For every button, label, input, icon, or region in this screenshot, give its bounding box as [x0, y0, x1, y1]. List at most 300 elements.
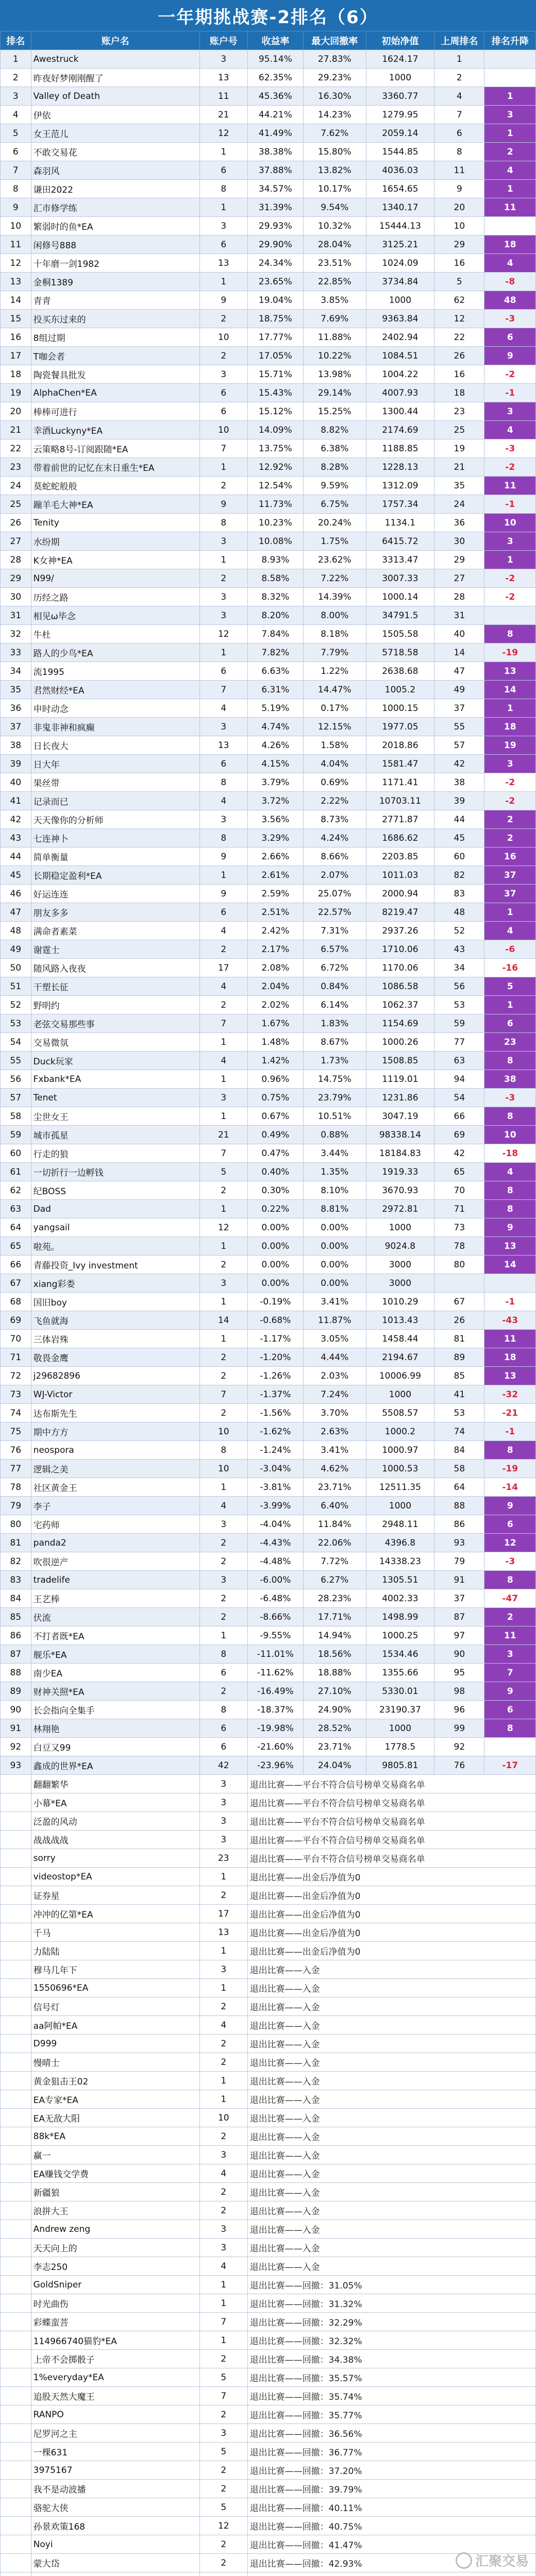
table-row	[1, 922, 536, 940]
last-rank-cell: 59	[434, 1014, 484, 1033]
table-row	[1, 1348, 536, 1367]
account-name-cell: 纪BOSS	[31, 1181, 199, 1200]
return-cell: 4.26%	[247, 736, 303, 755]
rank-change-cell: 9	[484, 347, 536, 365]
rank-change-cell: 18	[484, 1348, 536, 1367]
last-rank-cell: 93	[434, 1534, 484, 1552]
account-id-cell: 10	[199, 421, 247, 439]
rank-cell: 57	[1, 1089, 31, 1107]
drawdown-cell: 0.88%	[304, 1126, 366, 1144]
initial-equity-cell: 2972.81	[366, 1200, 434, 1218]
account-name-cell: 达布斯先生	[31, 1404, 199, 1422]
account-name-cell: Tenet	[31, 1089, 199, 1107]
drawdown-cell: 11.87%	[304, 1311, 366, 1330]
account-id-cell: 2	[199, 347, 247, 365]
rank-cell: 30	[1, 588, 31, 606]
account-id-cell: 8	[199, 829, 247, 848]
exit-account-id-cell: 3	[199, 1831, 247, 1849]
drawdown-cell: 3.41%	[304, 1293, 366, 1311]
rank-cell: 93	[1, 1756, 31, 1775]
drawdown-cell: 0.00%	[304, 1274, 366, 1293]
rank-cell: 91	[1, 1719, 31, 1738]
account-id-cell: 2	[199, 940, 247, 959]
drawdown-cell: 28.52%	[304, 1719, 366, 1738]
table-row	[1, 866, 536, 885]
initial-equity-cell: 2948.11	[366, 1515, 434, 1534]
table-row	[1, 495, 536, 514]
drawdown-cell: 28.04%	[304, 235, 366, 254]
rank-cell: 80	[1, 1515, 31, 1534]
drawdown-cell: 2.07%	[304, 866, 366, 885]
last-rank-cell: 79	[434, 1552, 484, 1571]
last-rank-cell: 26	[434, 347, 484, 365]
exit-account-id-cell: 3	[199, 2220, 247, 2239]
account-name-cell: 日大年	[31, 755, 199, 773]
rank-change-cell: -6	[484, 940, 536, 959]
last-rank-cell: 95	[434, 1664, 484, 1682]
exit-row	[1, 1960, 536, 1979]
account-id-cell: 1	[199, 1200, 247, 1218]
return-cell: 6.63%	[247, 662, 303, 681]
account-name-cell: 财神关照*EA	[31, 1682, 199, 1701]
table-row	[1, 848, 536, 866]
rank-change-cell: 8	[484, 1200, 536, 1218]
rank-cell: 10	[1, 217, 31, 235]
return-cell: 1.48%	[247, 1033, 303, 1052]
drawdown-cell: 10.32%	[304, 217, 366, 235]
initial-equity-cell: 1458.44	[366, 1330, 434, 1348]
account-id-cell: 2	[199, 1348, 247, 1367]
last-rank-cell: 35	[434, 477, 484, 495]
exit-rank-cell	[1, 2554, 31, 2572]
initial-equity-cell: 1231.86	[366, 1089, 434, 1107]
exit-account-id-cell: 2	[199, 2127, 247, 2146]
rank-change-cell: 1	[484, 903, 536, 922]
table-row	[1, 365, 536, 384]
account-name-cell: 老弦交易那些事	[31, 1014, 199, 1033]
exit-row	[1, 2350, 536, 2368]
account-name-cell: 舰乐*EA	[31, 1645, 199, 1664]
return-cell: -1.17%	[247, 1330, 303, 1348]
account-name-cell: 长会指向全集手	[31, 1701, 199, 1719]
rank-cell: 21	[1, 421, 31, 439]
table-row	[1, 291, 536, 310]
last-rank-cell: 89	[434, 1348, 484, 1367]
exit-status-cell: 退出比赛——入金	[247, 2072, 535, 2090]
rank-cell: 25	[1, 495, 31, 514]
initial-equity-cell: 1062.37	[366, 996, 434, 1014]
exit-account-name-cell: 蒙大岱	[31, 2554, 199, 2572]
exit-row	[1, 2164, 536, 2183]
account-name-cell: 天天像你的分析师	[31, 810, 199, 829]
initial-equity-cell: 10006.99	[366, 1367, 434, 1385]
drawdown-cell: 2.03%	[304, 1367, 366, 1385]
exit-row	[1, 1997, 536, 2016]
drawdown-cell: 10.22%	[304, 347, 366, 365]
table-row	[1, 1701, 536, 1719]
last-rank-cell: 87	[434, 1608, 484, 1626]
return-cell: 12.54%	[247, 477, 303, 495]
exit-status-cell: 退出比赛——入金	[247, 2257, 535, 2276]
rank-change-cell: -32	[484, 1385, 536, 1404]
rank-cell: 28	[1, 551, 31, 569]
last-rank-cell: 69	[434, 1126, 484, 1144]
rank-change-cell: 6	[484, 1014, 536, 1033]
exit-row	[1, 2146, 536, 2164]
account-name-cell: 女王范儿	[31, 124, 199, 143]
account-id-cell: 6	[199, 662, 247, 681]
rank-change-cell: 6	[484, 1701, 536, 1719]
exit-account-id-cell: 5	[199, 2443, 247, 2461]
rank-change-cell: 48	[484, 291, 536, 310]
drawdown-cell: 13.82%	[304, 161, 366, 180]
drawdown-cell: 14.39%	[304, 588, 366, 606]
account-id-cell: 1	[199, 1033, 247, 1052]
account-name-cell: 七连神卜	[31, 829, 199, 848]
initial-equity-cell: 2174.69	[366, 421, 434, 439]
initial-equity-cell: 4036.03	[366, 161, 434, 180]
exit-rank-cell	[1, 2053, 31, 2072]
rank-change-cell: 6	[484, 1515, 536, 1534]
initial-equity-cell: 1710.06	[366, 940, 434, 959]
account-name-cell: 水纷期	[31, 532, 199, 551]
rank-change-cell: 8	[484, 625, 536, 643]
rank-change-cell: 37	[484, 885, 536, 903]
exit-account-id-cell: 7	[199, 2387, 247, 2405]
rank-cell: 5	[1, 124, 31, 143]
return-cell: 0.00%	[247, 1237, 303, 1256]
exit-row	[1, 1812, 536, 1831]
exit-row	[1, 2424, 536, 2443]
table-row	[1, 588, 536, 606]
exit-account-name-cell: sorry	[31, 1849, 199, 1868]
rank-change-cell: 14	[484, 1256, 536, 1274]
table-row	[1, 1460, 536, 1478]
return-cell: -9.55%	[247, 1626, 303, 1645]
rank-change-cell: 4	[484, 161, 536, 180]
account-name-cell: Fxbank*EA	[31, 1070, 199, 1089]
table-row	[1, 1478, 536, 1497]
exit-row	[1, 1923, 536, 1942]
exit-rank-cell	[1, 2405, 31, 2424]
initial-equity-cell: 1279.95	[366, 106, 434, 124]
drawdown-cell: 16.30%	[304, 87, 366, 106]
account-name-cell: 一切折行一边孵钱	[31, 1163, 199, 1181]
exit-account-id-cell: 2	[199, 2554, 247, 2572]
rank-change-cell: 16	[484, 848, 536, 866]
rank-cell: 34	[1, 662, 31, 681]
rank-cell: 54	[1, 1033, 31, 1052]
last-rank-cell: 4	[434, 87, 484, 106]
last-rank-cell: 85	[434, 1367, 484, 1385]
last-rank-cell: 54	[434, 1089, 484, 1107]
rank-change-cell: 11	[484, 1330, 536, 1348]
rank-cell: 52	[1, 996, 31, 1014]
drawdown-cell: 7.24%	[304, 1385, 366, 1404]
rank-cell: 39	[1, 755, 31, 773]
initial-equity-cell: 2402.94	[366, 328, 434, 347]
account-name-cell: 王艺棒	[31, 1589, 199, 1608]
account-id-cell: 2	[199, 477, 247, 495]
rank-cell: 75	[1, 1422, 31, 1441]
initial-equity-cell: 5508.57	[366, 1404, 434, 1422]
initial-equity-cell: 1013.43	[366, 1311, 434, 1330]
drawdown-cell: 8.28%	[304, 458, 366, 477]
initial-equity-cell: 1977.05	[366, 718, 434, 736]
last-rank-cell: 82	[434, 866, 484, 885]
rank-change-cell: 18	[484, 235, 536, 254]
table-row	[1, 532, 536, 551]
rank-cell: 3	[1, 87, 31, 106]
last-rank-cell: 27	[434, 569, 484, 588]
drawdown-cell: 6.14%	[304, 996, 366, 1014]
rank-change-cell: 6	[484, 328, 536, 347]
initial-equity-cell: 1355.66	[366, 1664, 434, 1682]
exit-rank-cell	[1, 1942, 31, 1960]
last-rank-cell: 7	[434, 106, 484, 124]
account-id-cell: 2	[199, 1682, 247, 1701]
account-id-cell: 7	[199, 681, 247, 699]
rank-change-cell: 12	[484, 1534, 536, 1552]
last-rank-cell: 63	[434, 1052, 484, 1070]
exit-account-name-cell: D999	[31, 2035, 199, 2053]
drawdown-cell: 14.23%	[304, 106, 366, 124]
last-rank-cell: 91	[434, 1571, 484, 1589]
initial-equity-cell: 1154.69	[366, 1014, 434, 1033]
drawdown-cell: 8.10%	[304, 1181, 366, 1200]
exit-status-cell: 退出比赛——入金	[247, 2220, 535, 2239]
account-name-cell: 莫蛇蛇般般	[31, 477, 199, 495]
account-name-cell: 申时动念	[31, 699, 199, 718]
table-row	[1, 699, 536, 718]
exit-rank-cell	[1, 1905, 31, 1923]
drawdown-cell: 4.44%	[304, 1348, 366, 1367]
rank-change-cell: 38	[484, 1070, 536, 1089]
drawdown-cell: 6.75%	[304, 495, 366, 514]
rank-change-cell: 19	[484, 736, 536, 755]
account-name-cell: 青青	[31, 291, 199, 310]
initial-equity-cell: 23190.37	[366, 1701, 434, 1719]
rank-cell: 45	[1, 866, 31, 885]
drawdown-cell: 12.15%	[304, 718, 366, 736]
account-id-cell: 1	[199, 1070, 247, 1089]
account-id-cell: 4	[199, 1052, 247, 1070]
drawdown-cell: 4.24%	[304, 829, 366, 848]
rank-cell: 6	[1, 143, 31, 161]
exit-account-name-cell: 黄金狙击王02	[31, 2072, 199, 2090]
table-row	[1, 1626, 536, 1645]
table-row	[1, 143, 536, 161]
exit-account-name-cell: 泛盈的风动	[31, 1812, 199, 1831]
exit-rank-cell	[1, 1960, 31, 1979]
rank-cell: 32	[1, 625, 31, 643]
exit-rank-cell	[1, 2480, 31, 2498]
drawdown-cell: 1.35%	[304, 1163, 366, 1181]
rank-change-cell: -3	[484, 310, 536, 328]
rank-cell: 37	[1, 718, 31, 736]
last-rank-cell: 42	[434, 755, 484, 773]
rank-cell: 2	[1, 69, 31, 87]
table-row	[1, 1422, 536, 1441]
rank-change-cell: 8	[484, 1571, 536, 1589]
exit-account-name-cell: 1550696*EA	[31, 1979, 199, 1997]
initial-equity-cell: 1581.47	[366, 755, 434, 773]
rank-cell: 22	[1, 439, 31, 458]
drawdown-cell: 17.71%	[304, 1608, 366, 1626]
drawdown-cell: 15.25%	[304, 402, 366, 421]
account-id-cell: 2	[199, 1404, 247, 1422]
return-cell: -4.48%	[247, 1552, 303, 1571]
return-cell: 0.47%	[247, 1144, 303, 1163]
rank-change-cell: -43	[484, 1311, 536, 1330]
account-name-cell: 君然财经*EA	[31, 681, 199, 699]
return-cell: 0.00%	[247, 1256, 303, 1274]
exit-rank-cell	[1, 2201, 31, 2220]
account-id-cell: 3	[199, 217, 247, 235]
return-cell: -3.99%	[247, 1497, 303, 1515]
drawdown-cell: 0.17%	[304, 699, 366, 718]
initial-equity-cell: 1778.5	[366, 1738, 434, 1756]
return-cell: 31.39%	[247, 198, 303, 217]
exit-account-name-cell: 穆马几年下	[31, 1960, 199, 1979]
initial-equity-cell: 2203.85	[366, 848, 434, 866]
last-rank-cell: 9	[434, 180, 484, 198]
rank-change-cell: -2	[484, 569, 536, 588]
table-row	[1, 69, 536, 87]
exit-account-id-cell: 2	[199, 2461, 247, 2480]
drawdown-cell: 22.06%	[304, 1534, 366, 1552]
table-row	[1, 235, 536, 254]
exit-status-cell: 退出比赛——平台不符合信号榜单交易商名单	[247, 1831, 535, 1849]
return-cell: 8.93%	[247, 551, 303, 569]
account-name-cell: panda2	[31, 1534, 199, 1552]
return-cell: 95.14%	[247, 50, 303, 69]
return-cell: 29.90%	[247, 235, 303, 254]
rank-cell: 66	[1, 1256, 31, 1274]
initial-equity-cell: 18184.83	[366, 1144, 434, 1163]
return-cell: 10.23%	[247, 514, 303, 532]
account-name-cell: 吹很逆产	[31, 1552, 199, 1571]
table-row	[1, 755, 536, 773]
return-cell: 41.49%	[247, 124, 303, 143]
exit-rank-cell	[1, 2517, 31, 2535]
exit-status-cell: 退出比赛——回撤：35.74%	[247, 2387, 535, 2405]
exit-row	[1, 2517, 536, 2535]
account-name-cell: 不敢交易花	[31, 143, 199, 161]
table-row	[1, 1144, 536, 1163]
drawdown-cell: 7.79%	[304, 643, 366, 662]
initial-equity-cell: 9363.84	[366, 310, 434, 328]
table-row	[1, 996, 536, 1014]
return-cell: -0.68%	[247, 1311, 303, 1330]
exit-account-name-cell: 赢一	[31, 2146, 199, 2164]
account-id-cell: 6	[199, 1719, 247, 1738]
return-cell: 15.71%	[247, 365, 303, 384]
last-rank-cell: 23	[434, 402, 484, 421]
rank-cell: 26	[1, 514, 31, 532]
rank-cell: 8	[1, 180, 31, 198]
rank-cell: 38	[1, 736, 31, 755]
rank-change-cell: 2	[484, 1608, 536, 1626]
rank-cell: 40	[1, 773, 31, 792]
rank-cell: 49	[1, 940, 31, 959]
rank-cell: 86	[1, 1626, 31, 1645]
account-name-cell: 随风路入夜夜	[31, 959, 199, 977]
rank-cell: 44	[1, 848, 31, 866]
return-cell: -1.37%	[247, 1385, 303, 1404]
last-rank-cell: 76	[434, 1756, 484, 1775]
last-rank-cell: 16	[434, 254, 484, 273]
account-name-cell: 云策略8号-订阅跟随*EA	[31, 439, 199, 458]
exit-row	[1, 2072, 536, 2090]
initial-equity-cell: 1024.09	[366, 254, 434, 273]
exit-account-name-cell: EA专家*EA	[31, 2090, 199, 2109]
account-name-cell: 森羽风	[31, 161, 199, 180]
account-id-cell: 1	[199, 551, 247, 569]
account-id-cell: 1	[199, 1478, 247, 1497]
drawdown-cell: 6.38%	[304, 439, 366, 458]
exit-status-cell: 退出比赛——出金后净值为0	[247, 1942, 535, 1960]
account-id-cell: 3	[199, 1274, 247, 1293]
drawdown-cell: 24.04%	[304, 1756, 366, 1775]
exit-rank-cell	[1, 2257, 31, 2276]
return-cell: 45.36%	[247, 87, 303, 106]
return-cell: 24.34%	[247, 254, 303, 273]
initial-equity-cell: 4002.33	[366, 1589, 434, 1608]
exit-rank-cell	[1, 1868, 31, 1886]
initial-equity-cell: 1340.17	[366, 198, 434, 217]
return-cell: 2.04%	[247, 977, 303, 996]
rank-change-cell: 14	[484, 681, 536, 699]
exit-status-cell: 退出比赛——出金后净值为0	[247, 1905, 535, 1923]
last-rank-cell: 43	[434, 940, 484, 959]
exit-status-cell: 退出比赛——入金	[247, 2127, 535, 2146]
return-cell: 2.42%	[247, 922, 303, 940]
header-return: 收益率	[247, 31, 303, 50]
account-id-cell: 3	[199, 1089, 247, 1107]
rank-change-cell: 1	[484, 124, 536, 143]
account-name-cell: 期中方方	[31, 1422, 199, 1441]
initial-equity-cell: 1005.2	[366, 681, 434, 699]
exit-row	[1, 2405, 536, 2424]
account-id-cell: 3	[199, 1515, 247, 1534]
last-rank-cell: 48	[434, 903, 484, 922]
rank-cell: 64	[1, 1218, 31, 1237]
exit-row	[1, 2220, 536, 2239]
header-rank-change: 排名升降	[484, 31, 536, 50]
rank-cell: 79	[1, 1497, 31, 1515]
account-id-cell: 9	[199, 495, 247, 514]
exit-row	[1, 2368, 536, 2387]
exit-account-id-cell: 4	[199, 2016, 247, 2035]
account-id-cell: 13	[199, 254, 247, 273]
exit-status-cell: 退出比赛——平台不符合信号榜单交易商名单	[247, 1775, 535, 1793]
rank-cell: 78	[1, 1478, 31, 1497]
drawdown-cell: 0.69%	[304, 773, 366, 792]
account-name-cell: Dad	[31, 1200, 199, 1218]
exit-row	[1, 2313, 536, 2331]
return-cell: 0.75%	[247, 1089, 303, 1107]
table-row	[1, 328, 536, 347]
rank-change-cell: -19	[484, 643, 536, 662]
rank-change-cell: 8	[484, 1107, 536, 1126]
last-rank-cell: 88	[434, 1497, 484, 1515]
rank-cell: 68	[1, 1293, 31, 1311]
initial-equity-cell: 1170.06	[366, 959, 434, 977]
last-rank-cell: 53	[434, 996, 484, 1014]
account-name-cell: 伏流	[31, 1608, 199, 1626]
account-name-cell: 牛杜	[31, 625, 199, 643]
